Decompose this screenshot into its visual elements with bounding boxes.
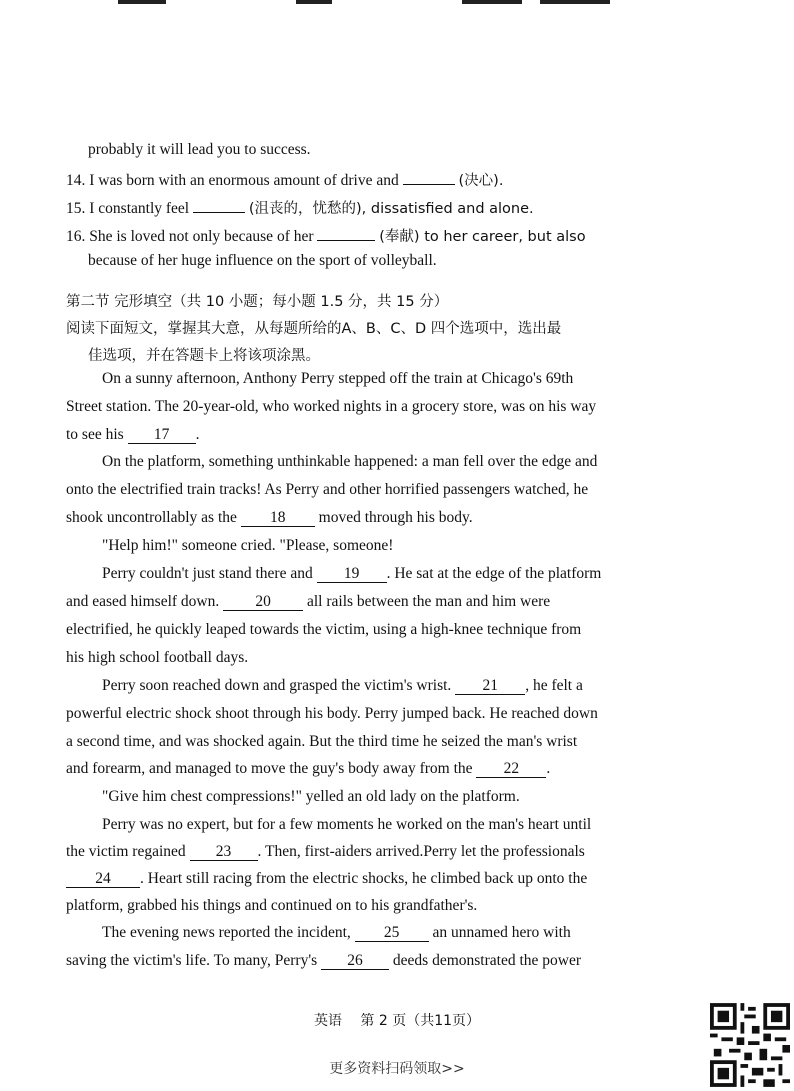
blank-22: 22 — [476, 761, 546, 778]
item-14: 14. I was born with an enormous amount of drive and (决心). — [66, 172, 504, 189]
instructions-line-1: 阅读下面短文，掌握其大意，从每题所给的A、B、C、D 四个选项中，选出最 — [66, 321, 562, 337]
blank-14 — [403, 184, 455, 185]
blank-23: 23 — [190, 844, 258, 861]
section-title: 第二节 完形填空（共 10 小题；每小题 1.5 分，共 15 分） — [66, 294, 449, 310]
instructions-line-2: 佳选项，并在答题卡上将该项涂黑。 — [88, 348, 320, 364]
blank-19: 19 — [317, 566, 387, 583]
blank-17: 17 — [128, 427, 196, 444]
blank-16 — [317, 240, 375, 241]
scan-artifact-marks — [0, 0, 794, 12]
previous-item-continuation: probably it will lead you to success. — [88, 141, 311, 158]
blank-24: 24 — [66, 871, 140, 888]
item-16-continuation: because of her huge influence on the sport of volleyball. — [88, 252, 437, 269]
item-16: 16. She is loved not only because of her (奉献) to her career, but also — [66, 228, 586, 245]
page-footer: 英语 第 2 页（共11页） — [313, 1013, 481, 1029]
qr-code-icon[interactable] — [710, 1003, 790, 1087]
more-resources-link[interactable]: 更多资料扫码领取>> — [329, 1061, 465, 1077]
item-15: 15. I constantly feel (沮丧的，忧愁的), dissatisfied and alone. — [66, 200, 534, 217]
blank-18: 18 — [241, 510, 315, 527]
blank-25: 25 — [355, 925, 429, 942]
blank-15 — [193, 212, 245, 213]
blank-21: 21 — [455, 678, 525, 695]
blank-26: 26 — [321, 953, 389, 970]
blank-20: 20 — [223, 594, 303, 611]
